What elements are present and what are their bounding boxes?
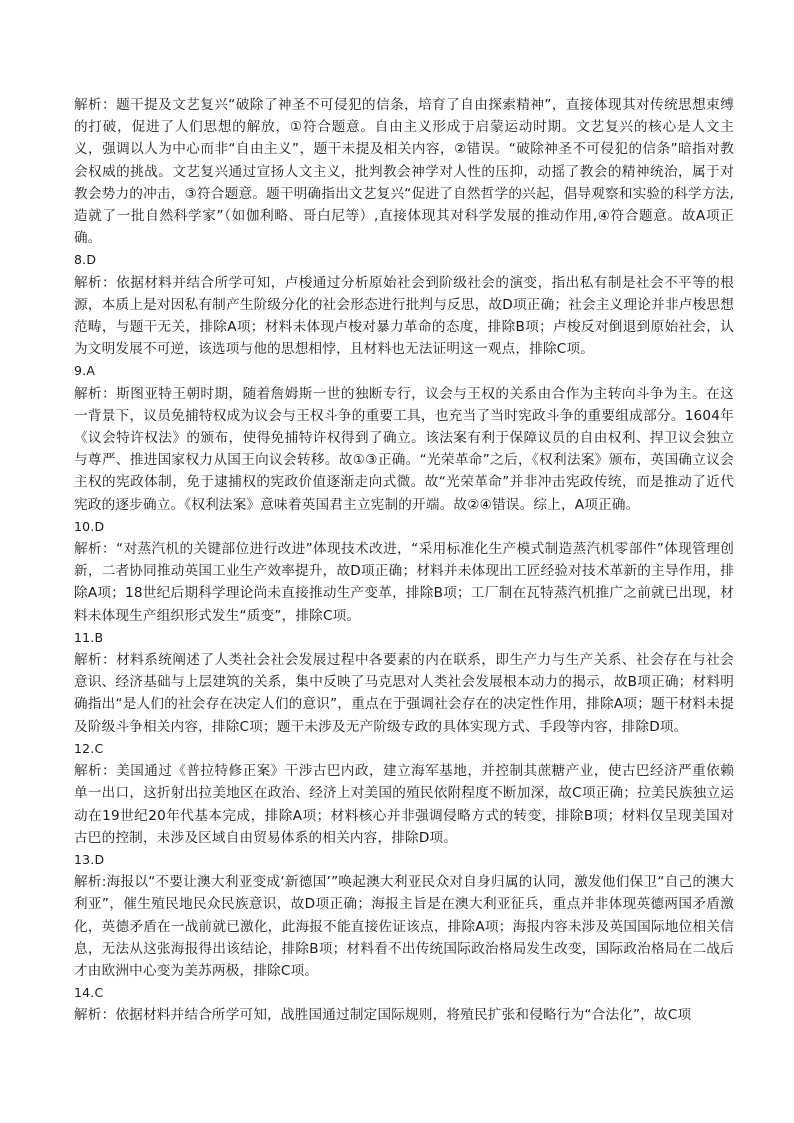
answer-number: 10.D xyxy=(74,518,105,534)
explanation-text: 解析：依据材料并结合所学可知，卢梭通过分析原始社会到阶级社会的演变，指出私有制是社会不平等的根源，本质上是对因私有制产生阶级分化的社会形态进行批判与反思，故D项正确；社会主义理论并非卢梭思想范畴，与题干无关，排除A项；材料未体现卢梭对暴力革命的态度，排除B项；卢梭反对倒退到原始社会，认为文明发展不可逆，该选项与他的思想相悖，且材料也无法证明这一观点，排除C项。 xyxy=(74,274,734,358)
answer-item-7 xyxy=(74,94,734,249)
explanation-text: 解析：材料系统阐述了人类社会社会发展过程中各要素的内在联系，即生产力与生产关系、社会存在与社会意识、经济基础与上层建筑的关系，集中反映了马克思对人类社会发展根本动力的揭示，故B项正确；材料明确指出“是人们的社会存在决定人们的意识”，重点在于强调社会存在的决定性作用，排除A项；题干材料未提及阶级斗争相关内容，排除C项；题干未涉及无产阶级专政的具体实现方式、手段等内容，排除D项。 xyxy=(74,652,734,735)
answer-item-13 xyxy=(74,849,734,982)
answer-item-8 xyxy=(74,249,734,360)
answer-item-10 xyxy=(74,516,734,627)
answer-item-11 xyxy=(74,627,734,738)
answer-item-9 xyxy=(74,360,734,515)
explanation-text: 解析：“对蒸汽机的关键部位进行改进”体现技术改进，“采用标准化生产模式制造蒸汽机零部件”体现管理创新，二者协同推动英国工业生产效率提升，故D项正确；材料并未体现出工匠经验对技术革新的主导作用，排除A项；18世纪后期科学理论尚未直接推动生产变革，排除B项；工厂制在瓦特蒸汽机推广之前就已出现，材料未体现生产组织形式发生“质变”，排除C项。 xyxy=(74,541,734,624)
explanation-text: 解析：依据材料并结合所学可知，战胜国通过制定国际规则，将殖民扩张和侵略行为“合法化”，故C项 xyxy=(74,1007,692,1024)
explanation-text: 解析：美国通过《普拉特修正案》干涉古巴内政，建立海军基地，并控制其蔗糖产业，使古巴经济严重依赖单一出口，这折射出拉美地区在政治、经济上对美国的殖民依附程度不断加深，故C项正确；拉美民族独立运动在19世纪20年代基本完成，排除A项；材料核心并非强调侵略方式的转变，排除B项；材料仅呈现美国对古巴的控制，未涉及区域自由贸易体系的相关内容，排除D项。 xyxy=(74,763,734,846)
answer-number: 11.B xyxy=(74,629,104,645)
answer-number: 14.C xyxy=(74,985,104,1001)
answer-number: 9.A xyxy=(74,363,96,379)
answer-number: 12.C xyxy=(74,740,104,756)
explanation-text: 解析：题干提及文艺复兴“破除了神圣不可侵犯的信条，培育了自由探索精神”，直接体现其对传统思想束缚的打破，促进了人们思想的解放，①符合题意。自由主义形成于启蒙运动时期。文艺复兴的核心是人文主义，强调以人为中心而非“自由主义”，题干未提及相关内容，②错误。“破除神圣不可侵犯的信条”暗指对教会权威的挑战。文艺复兴通过宣扬人文主义，批判教会神学对人性的压抑，动摇了教会的精神统治，属于对教会势力的冲击，③符合题意。题干明确指出文艺复兴“促进了自然哲学的兴起，倡导观察和实验的科学方法,造就了一批自然科学家”（如伽利略、哥白尼等）,直接体现其对科学发展的推动作用,④符合题意。故A项正确。 xyxy=(74,97,734,247)
answer-explanations xyxy=(74,94,734,1027)
answer-item-14 xyxy=(74,982,734,1026)
answer-number: 13.D xyxy=(74,851,105,867)
explanation-text: 解析：斯图亚特王朝时期，随着詹姆斯一世的独断专行，议会与王权的关系由合作为主转向斗争为主。在这一背景下，议员免捕特权成为议会与王权斗争的重要工具，也充当了当时宪政斗争的重要组成部分。1604年《议会特许权法》的颁布，使得免捕特许权得到了确立。该法案有利于保障议员的自由权利、捍卫议会独立与尊严、推进国家权力从国王向议会转移。故①③正确。“光荣革命”之后，《权利法案》颁布，英国确立议会主权的宪政体制，免于逮捕权的宪政价值逐渐走向式微。故“光荣革命”并非冲击宪政传统，而是推动了近代宪政的逐步确立。《权利法案》意味着英国君主立宪制的开端。故②④错误。综上，A项正确。 xyxy=(74,385,734,513)
answer-item-12 xyxy=(74,738,734,849)
answer-number: 8.D xyxy=(74,252,97,268)
explanation-text: 解析:海报以“不要让澳大利亚变成‘新德国’”唤起澳大利亚民众对自身归属的认同，激发他们保卫“自己的澳大利亚”，催生殖民地民众民族意识，故D项正确；海报主旨是在澳大利亚征兵，重点并非体现英德两国矛盾激化，英德矛盾在一战前就已激化，此海报不能直接佐证该点，排除A项；海报内容未涉及英国国际地位相关信息，无法从这张海报得出该结论，排除B项；材料看不出传统国际政治格局发生改变，国际政治格局在二战后才由欧洲中心变为美苏两极，排除C项。 xyxy=(74,874,734,979)
